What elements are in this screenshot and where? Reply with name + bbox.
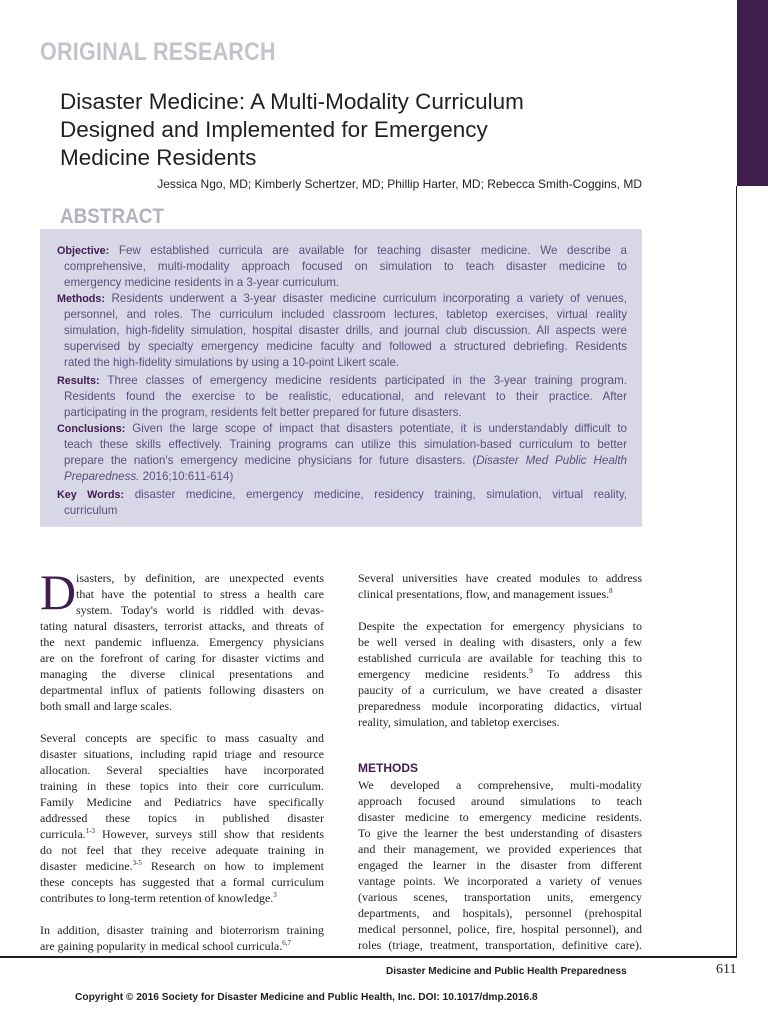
body-line: disaster medicine to emergency medicine residents. (358, 810, 642, 824)
body-line: disaster situations, including rapid triage and resource (40, 747, 324, 761)
body-line: and their management, we provided experiences that (358, 842, 642, 856)
body-line: To give the learner the best understanding of disasters (358, 826, 642, 840)
citation: 6,7 (282, 939, 291, 947)
journal-color-tab (737, 0, 768, 186)
body-line: both small and large scales. (40, 699, 173, 713)
body-line: paucity of a curriculum, we have created a disaster (358, 683, 642, 697)
body-line: Several universities have created modules to address (358, 571, 642, 585)
abstract-keywords (57, 487, 627, 519)
body-line: allocation. Several specialties have incorporated (40, 763, 324, 777)
abstract-line: teach these skills effectively. Training programs can utilize this simulation-based curriculum to better (64, 438, 627, 451)
title-line: Designed and Implemented for Emergency (60, 117, 488, 142)
body-line: these concepts has suggested that a formal curriculum (40, 875, 324, 889)
body-line: addressed these topics in published disaster (40, 811, 324, 825)
body-line: are gaining popularity in medical school curricula.$^{6,7}$ (40, 939, 291, 953)
abstract-heading: ABSTRACT (60, 205, 164, 228)
citation: 3-5 (132, 859, 142, 867)
body-line: vantage points. We incorporated a variety of venues (358, 874, 642, 888)
body-line: training in these topics into their core curriculum. (40, 779, 324, 793)
conclusions-label: Conclusions: (57, 423, 126, 435)
body-line: tating natural disasters, terrorist attacks, and threats of (40, 619, 324, 633)
abstract-box (40, 229, 642, 527)
abstract-line: Preparedness. 2016;10:611-614) (64, 470, 234, 483)
right-column (358, 570, 642, 730)
body-line: reality, simulation, and tabletop exercises. (358, 715, 560, 729)
keywords-label: Key Words: (57, 489, 125, 501)
body-line: preparedness module incorporating didactics, virtual (358, 699, 642, 713)
methods-body (358, 777, 642, 953)
title-line: Disaster Medicine: A Multi-Modality Curriculum (60, 89, 524, 114)
abstract-methods (57, 291, 627, 371)
citation: 3 (273, 891, 277, 899)
body-line: isasters, by definition, are unexpected events (76, 571, 324, 585)
citation: 1-3 (85, 827, 95, 835)
author-list: Jessica Ngo, MD; Kimberly Schertzer, MD; Phillip Harter, MD; Rebecca Smith-Coggins, MD (157, 177, 642, 191)
results-label: Results: (57, 375, 100, 387)
body-line: In addition, disaster training and bioterrorism training (40, 923, 324, 937)
body-line: Several concepts are specific to mass casualty and (40, 731, 324, 745)
body-line: disaster medicine.$^{3-5}$ Research on how to implement (40, 859, 324, 873)
body-line: departments, and hospitals), personnel (prehospital (358, 906, 642, 920)
citation: 9 (529, 667, 533, 675)
abstract-line: curriculum (64, 504, 118, 517)
page-edge-rule (736, 186, 737, 956)
body-line: Despite the expectation for emergency physicians to (358, 619, 642, 633)
article-title (60, 88, 620, 172)
abstract-line: simulation, high-fidelity simulation, hospital disaster drills, and journal club discussion. All aspects were (64, 324, 627, 337)
abstract-line: Few established curricula are available for teaching disaster medicine. We describe a (118, 244, 627, 257)
abstract-line: Residents underwent a 3-year disaster medicine curriculum incorporating a variety of venues, (111, 292, 627, 305)
abstract-line: rated the high-fidelity simulations by using a 10-point Likert scale. (64, 356, 400, 369)
body-line: (various scenes, transportation units, emergency (358, 890, 642, 904)
body-line: managing the diverse clinical presentations and (40, 667, 324, 681)
footer-rule (0, 956, 737, 958)
body-line: do not feel that they receive adequate training in (40, 843, 324, 857)
abstract-line: Given the large scope of impact that disasters potentiate, it is understandably difficult to (132, 422, 627, 435)
body-line: clinical presentations, flow, and management issues.$^8$ (358, 587, 613, 601)
body-line: Family Medicine and Pediatrics have specifically (40, 795, 324, 809)
body-line: approach focused around simulations to teach (358, 794, 642, 808)
abstract-line: disaster medicine, emergency medicine, residency training, simulation, virtual reality, (134, 488, 627, 501)
abstract-results (57, 373, 627, 421)
citation: 8 (609, 587, 613, 595)
body-line: curricula.$^{1-3}$ However, surveys still show that residents (40, 827, 324, 841)
body-line: departmental influx of patients following disasters on (40, 683, 324, 697)
abstract-line: prepare the nation's emergency medicine physicians for future disasters. (Disaster Med Public Health (64, 454, 628, 467)
body-line: We developed a comprehensive, multi-modality (358, 778, 642, 792)
abstract-conclusions (57, 421, 627, 485)
body-line: established curricula are available for teaching this to (358, 651, 642, 665)
page-number: 611 (716, 962, 737, 977)
title-line: Medicine Residents (60, 145, 257, 170)
body-line: system. Today's world is riddled with devas- (76, 603, 324, 617)
body-line: be well versed in dealing with disasters, only a few (358, 635, 642, 649)
body-line: the next pandemic influenza. Emergency physicians (40, 635, 324, 649)
section-label: ORIGINAL RESEARCH (40, 38, 276, 66)
body-line: roles (triage, treatment, transportation, definitive care). (358, 938, 642, 952)
abstract-line: supervised by specialty emergency medicine faculty and followed a structured debriefing. Residents (64, 340, 627, 353)
abstract-line: emergency medicine residents in a 3-year curriculum. (64, 276, 340, 289)
methods-heading: METHODS (358, 761, 418, 775)
abstract-line: Residents found the exercise to be realistic, educational, and relevant to their practice. After (64, 390, 627, 403)
body-line: medical personnel, police, fire, hospital personnel), and (358, 922, 642, 936)
body-line: engaged the learner in the disaster from different (358, 858, 642, 872)
abstract-line: Three classes of emergency medicine residents participated in the 3-year training program. (107, 374, 627, 387)
methods-label: Methods: (57, 293, 105, 305)
abstract-line: participating in the program, residents felt better prepared for future disasters. (64, 406, 462, 419)
journal-name: Disaster Medicine and Public Health Preparedness (386, 966, 627, 977)
objective-label: Objective: (57, 245, 110, 257)
body-line: are on the forefront of caring for disaster victims and (40, 651, 324, 665)
body-line: emergency medicine residents.$^9$ To address this (358, 667, 642, 681)
abstract-line: personnel, and roles. The curriculum included classroom lectures, tabletop exercises, virtual reality (64, 308, 627, 321)
abstract-line: comprehensive, multi-modality approach focused on simulation to teach disaster medicine to (64, 260, 627, 273)
drop-cap: D (40, 564, 77, 620)
abstract-objective (57, 243, 627, 291)
left-column (40, 564, 324, 954)
copyright-line: Copyright © 2016 Society for Disaster Medicine and Public Health, Inc. DOI: 10.1017/dmp.2016.8 (75, 992, 538, 1003)
body-line: contributes to long-term retention of knowledge.$^3$ (40, 891, 277, 905)
body-line: that have the potential to stress a health care (76, 587, 324, 601)
